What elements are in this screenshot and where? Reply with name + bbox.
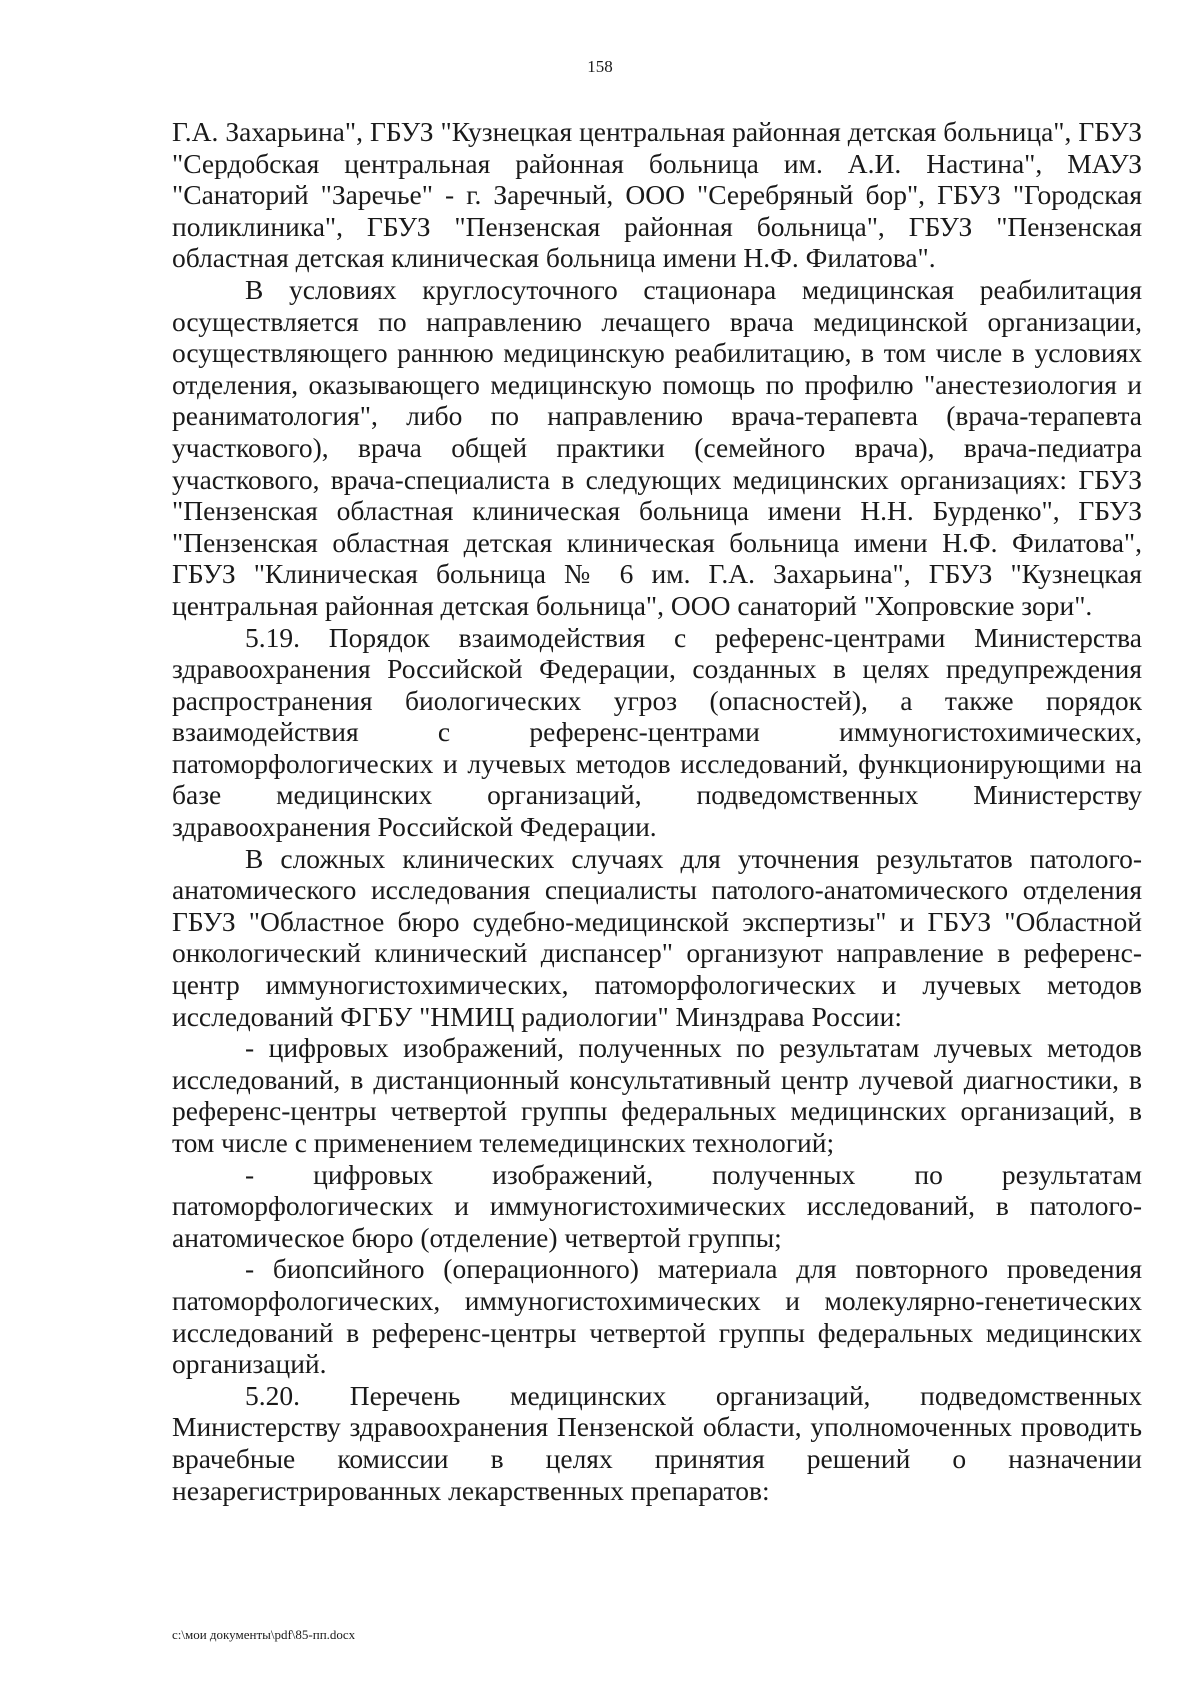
paragraph-complex-cases: В сложных клинических случаях для уточнения результатов патолого-анатомического исследования специалисты патолого-анатомического отделения ГБУЗ "Областное бюро судебно-медицинской экспертизы" и ГБУЗ "Областной онкологический клинический диспансер" организуют направление в референс-центр иммуногистохимических, патоморфологических и лучевых методов исследований ФГБУ "НМИЦ радиологии" Минздрава России:	[172, 842, 1142, 1032]
paragraph-continued-list: Г.А. Захарьина", ГБУЗ "Кузнецкая центральная районная детская больница", ГБУЗ "Сердобская центральная районная больница им. А.И. Настина", МАУЗ "Санаторий "Заречье" - г. Заречный, ООО "Серебряный бор", ГБУЗ "Городская поликлиника", ГБУЗ "Пензенская районная больница", ГБУЗ "Пензенская областная детская клиническая больница имени Н.Ф. Филатова".	[172, 116, 1142, 274]
page-number: 158	[587, 57, 613, 76]
footer-file-path: c:\мои документы\pdf\85-пп.docx	[172, 1627, 356, 1642]
paragraph-section-5-19: 5.19. Порядок взаимодействия с референс-центрами Министерства здравоохранения Российской Федерации, созданных в целях предупреждения распространения биологических угроз (опасностей), а также порядок взаимодействия с референс-центрами иммуногистохимических, патоморфологических и лучевых методов исследований, функционирующими на базе медицинских организаций, подведомственных Министерству здравоохранения Российской Федерации.	[172, 621, 1142, 843]
paragraph-list-item-digital-images-radiology: - цифровых изображений, полученных по результатам лучевых методов исследований, в дистанционный консультативный центр лучевой диагностики, в референс-центры четвертой группы федеральных медицинских организаций, в том числе с применением телемедицинских технологий;	[172, 1032, 1142, 1158]
paragraph-list-item-biopsy-material: - биопсийного (операционного) материала для повторного проведения патоморфологических, иммуногистохимических и молекулярно-генетических исследований в референс-центры четвертой группы федеральных медицинских организаций.	[172, 1253, 1142, 1380]
document-body	[172, 116, 1142, 1506]
paragraph-section-5-20: 5.20. Перечень медицинских организаций, подведомственных Министерству здравоохранения Пензенской области, уполномоченных проводить врачебные комиссии в целях принятия решений о назначении незарегистрированных лекарственных препаратов:	[172, 1379, 1142, 1506]
paragraph-list-item-digital-images-pathology: - цифровых изображений, полученных по результатам патоморфологических и иммуногистохимических исследований, в патолого-анатомическое бюро (отделение) четвертой группы;	[172, 1158, 1142, 1253]
paragraph-rehabilitation: В условиях круглосуточного стационара медицинская реабилитация осуществляется по направлению лечащего врача медицинской организации, осуществляющего раннюю медицинскую реабилитацию, в том числе в условиях отделения, оказывающего медицинскую помощь по профилю "анестезиология и реаниматология", либо по направлению врача-терапевта (врача-терапевта участкового), врача общей практики (семейного врача), врача-педиатра участкового, врача-специалиста в следующих медицинских организациях: ГБУЗ "Пензенская областная клиническая больница имени Н.Н. Бурденко", ГБУЗ "Пензенская областная детская клиническая больница имени Н.Ф. Филатова", ГБУЗ "Клиническая больница № 6 им. Г.А. Захарьина", ГБУЗ "Кузнецкая центральная районная детская больница", ООО санаторий "Хопровские зори".	[172, 273, 1142, 621]
